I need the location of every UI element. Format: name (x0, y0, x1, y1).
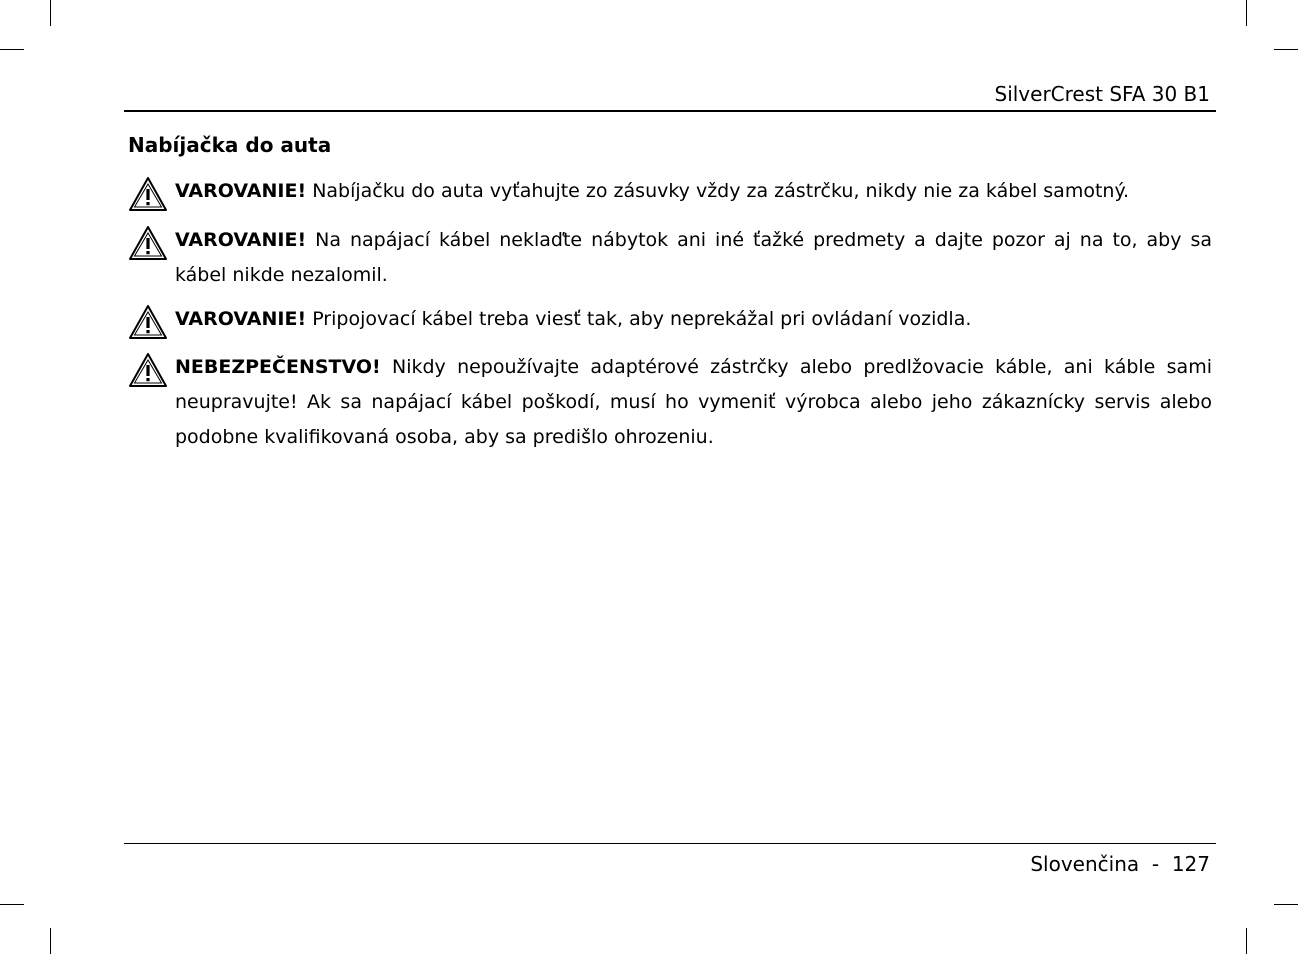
warning-item (128, 350, 1212, 455)
warning-label: NEBEZPEČENSTVO! (175, 356, 381, 378)
crop-mark-top-left-horizontal (0, 49, 24, 50)
warning-item (128, 302, 1212, 337)
crop-mark-bottom-left-horizontal (0, 904, 24, 905)
warning-label: VAROVANIE! (175, 180, 307, 202)
section-title: Nabíjačka do auta (128, 133, 332, 157)
footer-rule (124, 843, 1216, 844)
warning-body: Nabíjačku do auta vyťahujte zo zásuvky vždy za zástrčku, nikdy nie za kábel samotný. (312, 180, 1130, 202)
warning-triangle-icon (128, 352, 168, 388)
warning-text (175, 223, 1212, 293)
warning-body: Pripojovací kábel treba viesť tak, aby neprekážal pri ovládaní vozidla. (312, 308, 972, 330)
crop-mark-bottom-right-horizontal (1274, 904, 1298, 905)
crop-mark-top-left-vertical (50, 0, 51, 26)
warning-body: Na napájací kábel neklaďte nábytok ani iné ťažké predmety a dajte pozor aj na to, aby sa kábel nikde nezalomil. (175, 229, 1213, 286)
footer-separator: - (1151, 852, 1160, 876)
crop-mark-top-right-vertical (1246, 0, 1247, 26)
page-number: 127 (1171, 852, 1210, 876)
warning-body: Nikdy nepoužívajte adaptérové zástrčky alebo predlžovacie káble, ani káble sami neupravujte! Ak sa napájací kábel poškodí, musí ho vymeniť výrobca alebo jeho zákaznícky servis alebo podobne kvalifikovaná osoba, aby sa predišlo ohrozeniu. (175, 356, 1212, 448)
warning-text (175, 350, 1212, 455)
warning-text (175, 174, 1212, 209)
warning-triangle-icon (128, 176, 168, 212)
crop-mark-bottom-left-vertical (50, 928, 51, 954)
warning-item (128, 174, 1212, 209)
crop-mark-top-right-horizontal (1274, 49, 1298, 50)
warning-triangle-icon (128, 304, 168, 340)
warning-text (175, 302, 1212, 337)
footer-language: Slovenčina (1030, 852, 1140, 876)
warning-item (128, 223, 1212, 293)
warning-triangle-icon (128, 225, 168, 261)
warning-label: VAROVANIE! (175, 308, 307, 330)
warning-label: VAROVANIE! (175, 229, 307, 251)
header-product-name: SilverCrest SFA 30 B1 (994, 82, 1210, 106)
crop-mark-bottom-right-vertical (1246, 928, 1247, 954)
header-rule (124, 110, 1216, 112)
page-footer (1030, 850, 1210, 878)
